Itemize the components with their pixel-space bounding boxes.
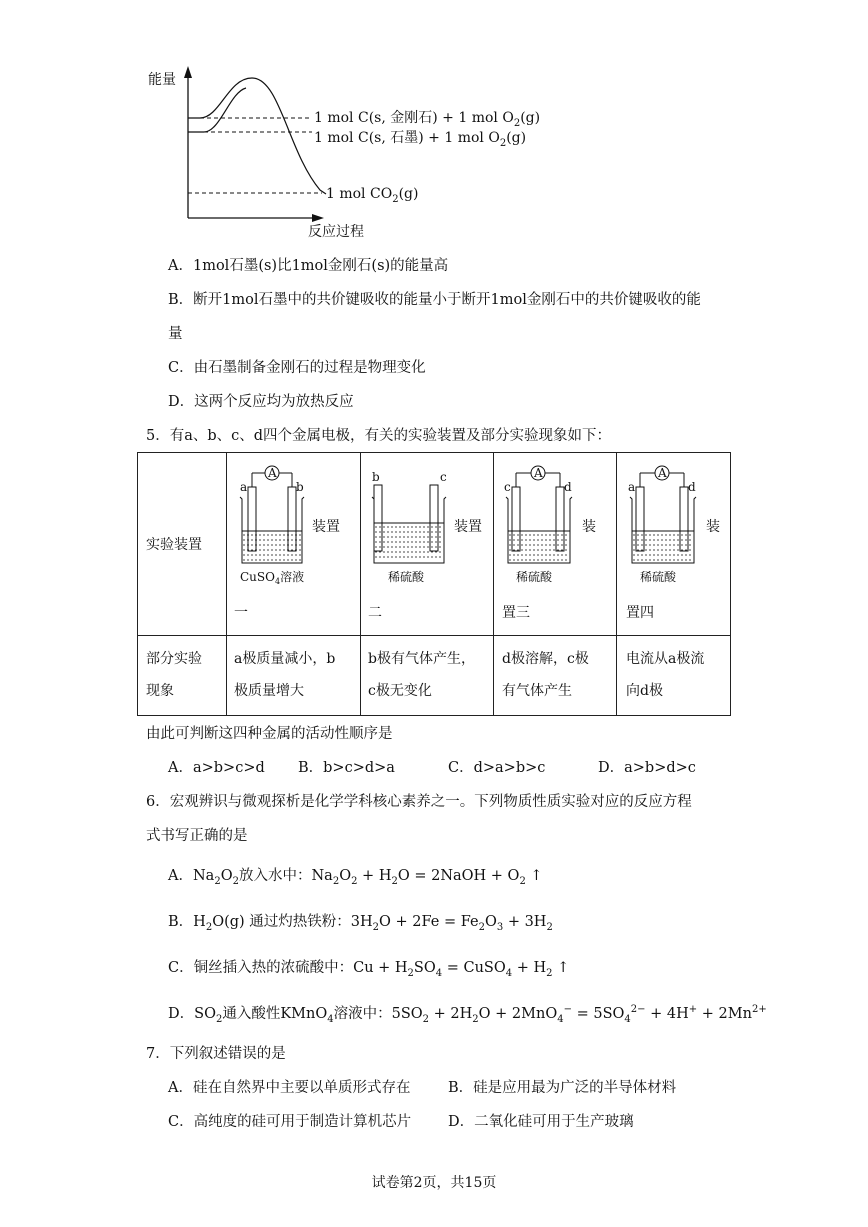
q4-option-b-cont: 量 (168, 326, 183, 342)
level-diamond-label: 1 mol C(s, 金刚石) + 1 mol $O_2(g)$ (314, 110, 541, 129)
q7-option-d: D．二氧化硅可用于生产玻璃 (448, 1114, 634, 1130)
obs-two-line1: b极有气体产生， (368, 651, 475, 667)
q7-option-b: B．硅是应用最为广泛的半导体材料 (448, 1080, 677, 1096)
table-divider (493, 453, 494, 715)
obs-three-line1: d极溶解，c极 (502, 651, 589, 667)
q6-option-b: B．$H_2O(g)$ 通过灼热铁粉：$3H_2O + 2Fe = Fe_2O_3 + 3H_2$ (168, 914, 553, 933)
page-footer: 试卷第2页，共15页 (371, 1175, 497, 1191)
svg-text:c: c (440, 470, 447, 484)
q7-option-a: A．硅在自然界中主要以单质形式存在 (168, 1080, 411, 1096)
graphite-curve (188, 88, 246, 132)
q7-stem: 7．下列叙述错误的是 (146, 1046, 286, 1062)
q5-stem: 5．有a、b、c、d四个金属电极，有关的实验装置及部分实验现象如下： (146, 428, 612, 444)
obs-two-line2: c极无变化 (368, 683, 432, 699)
level-graphite-label: 1 mol C(s, 石墨) + 1 mol $O_2(g)$ (314, 130, 527, 149)
table-divider (360, 453, 361, 715)
q6-option-d: D．$SO_2$通入酸性KMnO$_4$溶液中：$5SO_2 + 2H_2O + 2MnO_4^- = 5SO_4^{2-} + 4H^+ + 2Mn^{2+}$ (168, 1004, 767, 1025)
obs-one-line1: a极质量减小，b (234, 651, 336, 667)
svg-text:A: A (534, 466, 543, 480)
device-four (626, 463, 706, 587)
table-divider (138, 635, 730, 636)
svg-text:稀硫酸: 稀硫酸 (388, 570, 425, 584)
table-divider (226, 453, 227, 715)
q5-option-c: C．d>a>b>c (448, 760, 546, 776)
q4-option-a: A．1mol石墨(s)比1mol金刚石(s)的能量高 (168, 258, 449, 274)
level-co2-label: 1 mol $CO_2(g)$ (326, 186, 419, 205)
q6-stem-cont: 式书写正确的是 (146, 828, 248, 844)
svg-text:CuSO4溶液: CuSO$_4$溶液 (240, 570, 305, 586)
obs-four-line1: 电流从a极流 (626, 651, 705, 667)
q7-option-c: C．高纯度的硅可用于制造计算机芯片 (168, 1114, 412, 1130)
row-label-phenomenon: 部分实验 (146, 651, 202, 667)
svg-text:稀硫酸: 稀硫酸 (640, 570, 677, 584)
y-axis-label: 能量 (148, 72, 176, 88)
row-label-phenomenon-cont: 现象 (146, 683, 174, 699)
svg-text:a: a (240, 480, 248, 494)
y-axis-arrow (184, 66, 192, 78)
q4-option-d: D．这两个反应均为放热反应 (168, 394, 354, 410)
q5-option-d: D．a>b>d>c (598, 760, 696, 776)
device-four-label-end: 置四 (626, 605, 654, 621)
q4-option-b: B．断开1mol石墨中的共价键吸收的能量小于断开1mol金刚石中的共价键吸收的能 (168, 292, 701, 308)
q6-option-a: A．$Na_2O_2$放入水中：$Na_2O_2 + H_2O$ = 2NaOH + $O_2$ ↑ (168, 868, 543, 887)
svg-text:稀硫酸: 稀硫酸 (516, 570, 553, 584)
q4-option-c: C．由石墨制备金刚石的过程是物理变化 (168, 360, 426, 376)
svg-text:d: d (564, 480, 572, 494)
svg-text:A: A (268, 466, 277, 480)
svg-text:A: A (658, 466, 667, 480)
obs-three-line2: 有气体产生 (502, 683, 572, 699)
q5-conclusion: 由此可判断这四种金属的活动性顺序是 (146, 726, 393, 742)
device-two-label: 装置 (454, 519, 482, 535)
x-axis-arrow (312, 214, 324, 222)
diamond-curve (188, 78, 326, 194)
x-axis-label: 反应过程 (308, 224, 364, 240)
device-three-label: 装 (582, 519, 596, 535)
svg-text:b: b (372, 470, 380, 484)
q6-option-c: C．铜丝插入热的浓硫酸中：$Cu + H_2SO_4$ = CuSO$_4$ + $H_2$ ↑ (168, 960, 570, 979)
obs-four-line2: 向d极 (626, 683, 663, 699)
device-two (368, 463, 458, 587)
energy-diagram (140, 62, 560, 242)
device-two-label-end: 二 (368, 605, 382, 621)
device-four-label: 装 (706, 519, 720, 535)
svg-text:d: d (688, 480, 696, 494)
obs-one-line2: 极质量增大 (234, 683, 304, 699)
svg-text:c: c (504, 480, 511, 494)
device-one-label: 装置 (312, 519, 340, 535)
device-one-label-end: 一 (234, 605, 248, 621)
device-three (502, 463, 582, 587)
device-three-label-end: 置三 (502, 605, 530, 621)
q5-table (137, 452, 731, 716)
svg-text:a: a (628, 480, 636, 494)
q6-stem: 6．宏观辨识与微观探析是化学学科核心素养之一。下列物质性质实验对应的反应方程 (146, 794, 692, 810)
table-divider (616, 453, 617, 715)
q5-option-a: A．a>b>c>d (168, 760, 265, 776)
q5-option-b: B．b>c>d>a (298, 760, 395, 776)
row-label-device: 实验装置 (146, 537, 202, 553)
svg-text:b: b (296, 480, 304, 494)
